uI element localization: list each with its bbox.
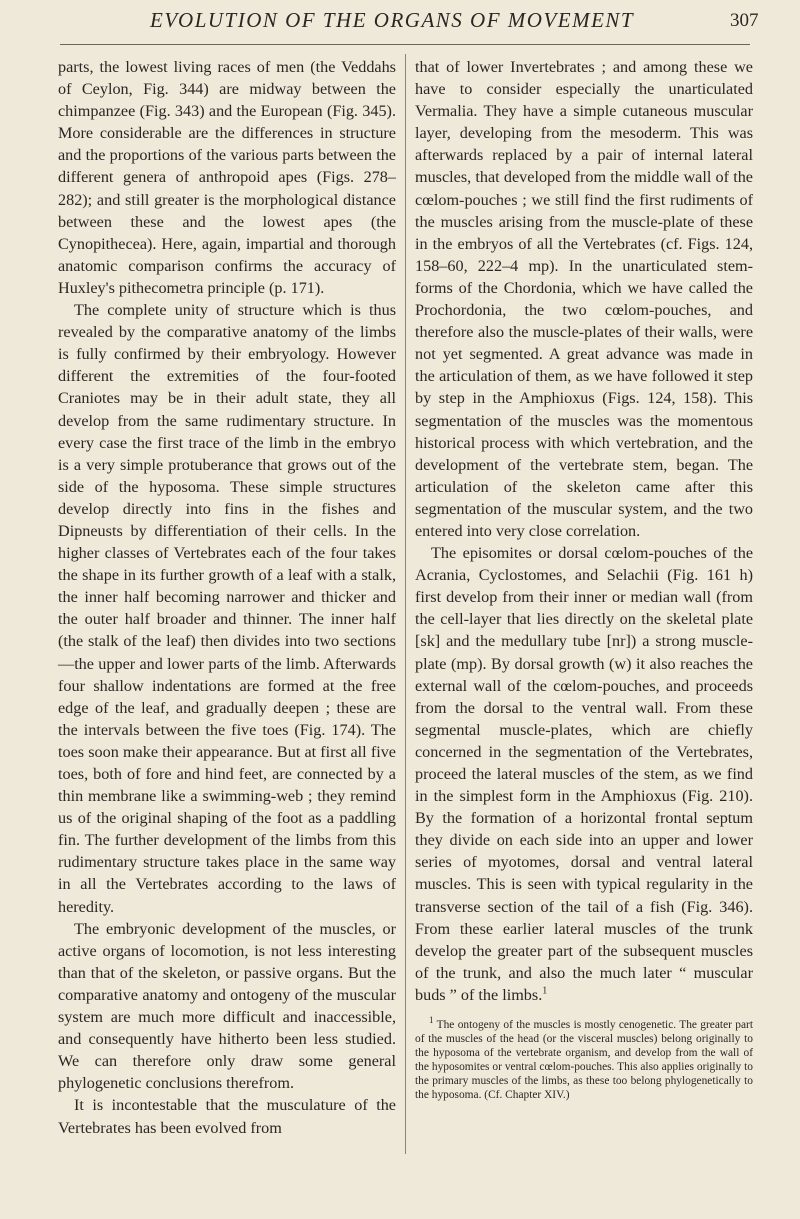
paragraph: parts, the lowest living races of men (the Veddahs of Ceylon, Fig. 344) are midway between the chimpanzee (Fig. 343) and the European (Fig. 345). More considerable are the differences in structure and the proportions of the various parts between the different genera of anthropoid apes (Figs. 278–282); and still greater is the morphological distance between these and the lowest apes (the Cynopithecea). Here, again, impartial and thorough anatomic comparison confirms the accuracy of Huxley's pithecometra principle (p. 171). — [58, 58, 396, 297]
paragraph: It is incontestable that the musculature of the Vertebrates has been evolved from — [58, 1096, 396, 1137]
column-divider — [405, 54, 406, 1154]
running-head: EVOLUTION OF THE ORGANS OF MOVEMENT — [150, 8, 635, 32]
footnote-number: 1 — [429, 1015, 434, 1026]
paragraph: that of lower Invertebrates ; and among these we have to consider especially the unarticulated Vermalia. They have a simple cutaneous muscular layer, developing from the mesoderm. This was afterwards replaced by a pair of internal lateral muscles, that developed from the middle wall of the cœlom-pouches ; we still find the first rudiments of the muscles arising from the muscle-plate of these in the embryos of all the Vertebrates (cf. Figs. 124, 158–60, 222–4 mp). In the unarticulated stem-forms of the Chordonia, which we have called the Prochordonia, the two cœlom-pouches, and therefore also the muscle-plates of their walls, were not yet segmented. A great advance was made in the articulation of them, as we have followed it step by step in the Amphioxus (Figs. 124, 158). This segmentation of the muscles was the momentous historical process with which vertebration, and the development of the vertebrate stem, began. The articulation of the skeleton came after this segmentation of the muscular system, and the two entered into very close correlation. — [415, 58, 753, 540]
paragraph: The complete unity of structure which is thus revealed by the comparative anatomy of the limbs is fully confirmed by their embryology. However different the extremities of the four-footed Craniotes may be in their adult state, they all develop from the same rudimentary structure. In every case the first trace of the limb in the embryo is a very simple protuberance that grows out of the side of the hyposoma. These simple structures develop directly into fins in the fishes and Dipneusts by differentiation of their cells. In the higher classes of Vertebrates each of the four takes the shape in its further growth of a leaf with a stalk, the inner half becoming narrower and thicker and the outer half broader and thinner. The inner half (the stalk of the leaf) then divides into two sections—the upper and lower parts of the limb. Afterwards four shallow indentations are formed at the free edge of the leaf, and gradually deepen ; these are the intervals between the five toes (Fig. 174). The toes soon make their appearance. But at first all five toes, both of fore and hind feet, are connected by a thin membrane like a swimming-web ; they remind us of the original shaping of the foot as a paddling fin. The further development of the limbs from this rudimentary structure takes place in the same way in all the Vertebrates according to the laws of heredity. — [58, 301, 396, 916]
page-header — [0, 0, 800, 64]
paragraph — [415, 542, 753, 1006]
footnote-marker: 1 — [542, 985, 548, 997]
footnote-text: The ontogeny of the muscles is mostly cenogenetic. The greater part of the muscles of the head (or the visceral muscles) belong originally to the hyposoma of the vertebrate organism, and develop from the wall of the hyposomites or ventral cœlom-pouches. This also applies originally to the primary muscles of the limbs, as these too belong phylogenetically to the hyposoma. (Cf. Chapter XIV.) — [415, 1019, 753, 1102]
paragraph: The embryonic development of the muscles, or active organs of locomotion, is not less interesting than that of the skeleton, or passive organs. But the comparative anatomy and ontogeny of the muscular system are much more difficult and inaccessible, and consequently have hitherto been less studied. We can therefore only draw some general phylogenetic conclusions therefrom. — [58, 919, 396, 1093]
page-number: 307 — [730, 10, 759, 31]
header-rule — [60, 44, 750, 45]
paragraph-text: The episomites or dorsal cœlom-pouches of the Acrania, Cyclostomes, and Selachii (Fig. 161 h) first develop from their inner or median wall (from the cell-layer that lies directly on the skeletal plate [sk] and the medullary tube [nr]) a strong muscle-plate (mp). By dorsal growth (w) it also reaches the external wall of the cœlom-pouches, and proceeds from the dorsal to the ventral wall. From these segmental muscle-plates, which are chiefly concerned in the segmentation of the Vertebrates, proceed the lateral muscles of the stem, as we find in the simplest form in the Amphioxus (Fig. 210). By the formation of a horizontal frontal septum they divide on each side into an upper and lower series of myotomes, dorsal and ventral lateral muscles. This is seen with typical regularity in the transverse section of the tail of a fish (Fig. 346). From these earlier lateral muscles of the trunk develop the greater part of the subsequent muscles of the trunk, and also the much later “ muscular buds ” of the limbs. — [415, 544, 753, 1004]
footnote — [415, 1015, 753, 1102]
right-column — [415, 56, 753, 1102]
left-column — [58, 56, 396, 1139]
